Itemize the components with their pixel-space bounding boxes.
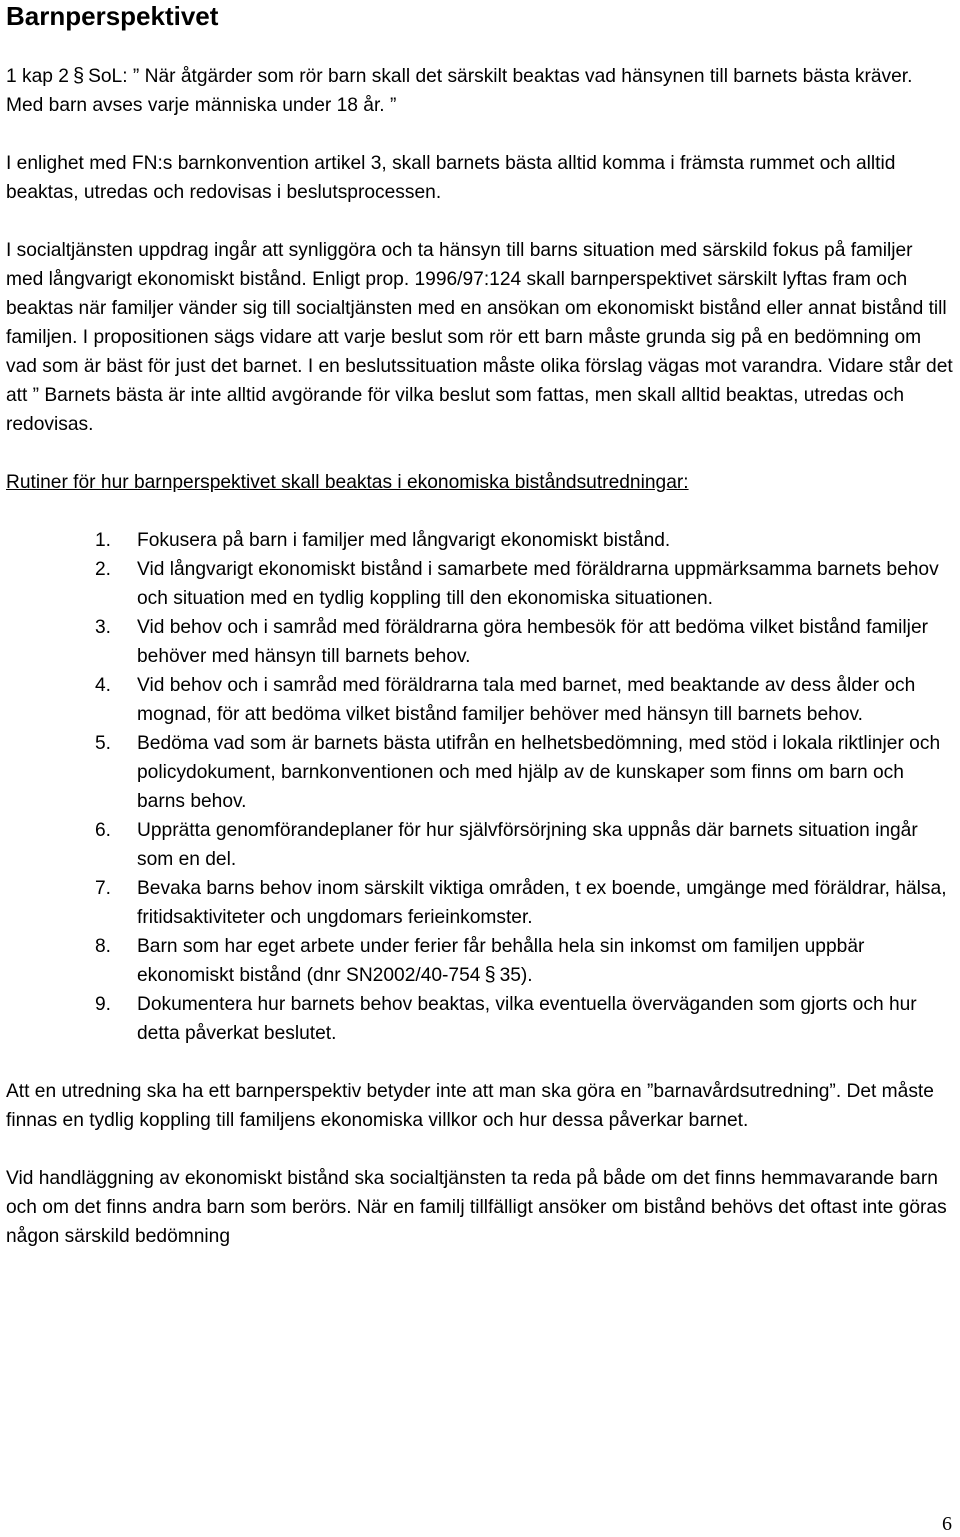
list-item-text: Bevaka barns behov inom särskilt viktiga områden, t ex boende, umgänge med föräldrar, hälsa, fritidsaktiviteter och ungdomars ferieinkomster. [137, 878, 947, 928]
list-item-text: Fokusera på barn i familjer med långvarigt ekonomiskt bistånd. [137, 530, 671, 551]
list-item-number: 9. [95, 994, 112, 1015]
list-item-text: Bedöma vad som är barnets bästa utifrån en helhetsbedömning, med stöd i lokala riktlinjer och policydokument, barnkonventionen och med hjälp av de kunskaper som finns om barn och barns behov. [137, 733, 941, 812]
page-number: 6 [942, 1513, 952, 1535]
law-paragraph [6, 62, 954, 120]
list-item [6, 526, 954, 555]
list-item-number: 7. [95, 878, 112, 899]
list-item-number: 8. [95, 936, 112, 957]
list-item-text: Vid behov och i samråd med föräldrarna tala med barnet, med beaktande av dess ålder och mognad, för att bedöma vilket bistånd familjer behöver med hänsyn till barnets behov. [137, 675, 916, 725]
list-item [6, 613, 954, 671]
routines-list [6, 526, 954, 1048]
list-item [6, 729, 954, 816]
barnperspektiv-note-paragraph: Att en utredning ska ha ett barnperspektiv betyder inte att man ska göra en ”barnavårdsutredning”. Det måste finnas en tydlig koppling till familjens ekonomiska villkor och hur dessa påverkar barnet. [6, 1081, 934, 1131]
handlaggning-paragraph: Vid handläggning av ekonomiskt bistånd ska socialtjänsten ta reda på både om det finns hemmavarande barn och om det finns andra barn som berörs. När en familj tillfälligt ansöker om bistånd behövs det oftast inte göras någon särskild bedömning [6, 1168, 947, 1247]
document-page [6, 0, 954, 1251]
list-item [6, 555, 954, 613]
list-item-text: Upprätta genomförandeplaner för hur självförsörjning ska uppnås där barnets situation ingår som en del. [137, 820, 918, 870]
list-item-number: 4. [95, 675, 112, 696]
fn-convention-paragraph: I enlighet med FN:s barnkonvention artikel 3, skall barnets bästa alltid komma i främsta rummet och alltid beaktas, utredas och redovisas i beslutsprocessen. [6, 153, 896, 203]
list-item-text: Barn som har eget arbete under ferier får behålla hela sin inkomst om familjen uppbär ekonomiskt bistånd (dnr SN2002/40-754 [137, 936, 865, 986]
list-item-number: 6. [95, 820, 112, 841]
social-services-paragraph: I socialtjänsten uppdrag ingår att synliggöra och ta hänsyn till barns situation med särskild fokus på familjer med långvarigt ekonomiskt bistånd. Enligt prop. 1996/97:124 skall barnperspektivet särskilt lyftas fram och beaktas när familjer vänder sig till socialtjänsten med en ansökan om ekonomiskt bistånd eller annat bistånd till familjen. I propositionen sägs vidare att varje beslut som rör ett barn måste grunda sig på en bedömning om vad som är bäst för just det barnet. I en beslutssituation måste olika förslag vägas mot varandra. Vidare står det att ” Barnets bästa är inte alltid avgörande för vilka beslut som fattas, men skall alltid beaktas, utredas och redovisas. [6, 240, 953, 435]
list-item [6, 671, 954, 729]
list-item-text: Dokumentera hur barnets behov beaktas, vilka eventuella överväganden som gjorts och hur detta påverkat beslutet. [137, 994, 917, 1044]
list-item-number: 3. [95, 617, 112, 638]
list-item-text: Vid långvarigt ekonomiskt bistånd i samarbete med föräldrarna uppmärksamma barnets behov och situation med en tydlig koppling till den ekonomiska situationen. [137, 559, 939, 609]
law-quote: SoL: ” När åtgärder som rör barn skall det särskilt beaktas vad hänsynen till barnets bästa kräver. Med barn avses varje människa under 18 år. ” [6, 66, 913, 116]
list-item-number: 2. [95, 559, 112, 580]
list-item-text: Vid behov och i samråd med föräldrarna göra hembesök för att bedöma vilket bistånd familjer behöver med hänsyn till barnets behov. [137, 617, 929, 667]
list-item [6, 932, 954, 990]
list-item-number: 5. [95, 733, 112, 754]
section-symbol: § [72, 65, 85, 87]
list-item-number: 1. [95, 530, 112, 551]
list-item [6, 816, 954, 874]
page-title: Barnperspektivet [6, 1, 219, 31]
law-reference: 1 kap 2 [6, 66, 69, 87]
list-item [6, 874, 954, 932]
list-item-text-end: 35). [499, 965, 533, 986]
list-item [6, 990, 954, 1048]
section-symbol: § [484, 964, 496, 986]
routines-heading: Rutiner för hur barnperspektivet skall beaktas i ekonomiska biståndsutredningar: [6, 472, 689, 493]
